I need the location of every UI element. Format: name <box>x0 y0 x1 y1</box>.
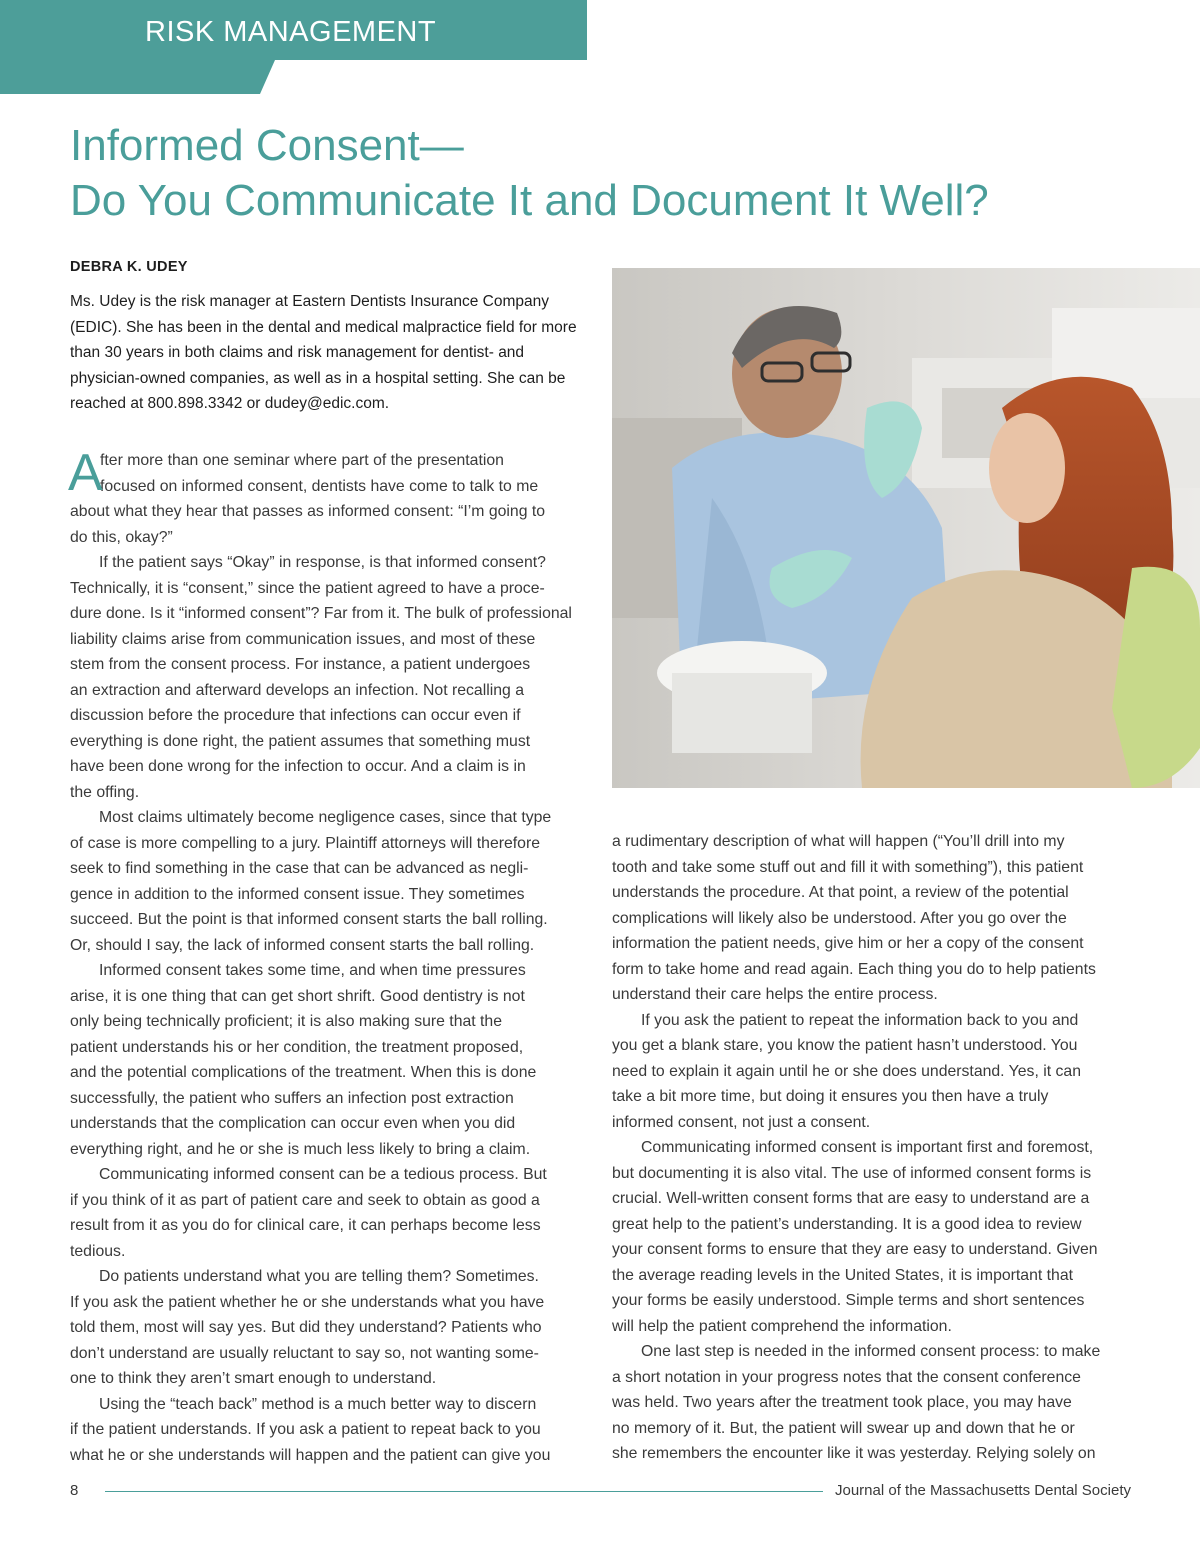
article-photo <box>612 268 1200 788</box>
text-line: If you ask the patient to repeat the information back to you and <box>641 1011 1079 1029</box>
text-line: result from it as you do for clinical care, it can perhaps become less <box>70 1217 541 1234</box>
text-line: will help the patient comprehend the information. <box>612 1317 952 1335</box>
paragraph <box>70 1264 590 1392</box>
text-line: no memory of it. But, the patient will swear up and down that he or <box>612 1419 1075 1437</box>
text-line: what he or she understands will happen and the patient can give you <box>70 1446 551 1464</box>
page-number: 8 <box>70 1482 79 1499</box>
text-line: tedious. <box>70 1242 126 1260</box>
text-line: If you ask the patient whether he or she understands what you have <box>70 1293 545 1311</box>
paragraph <box>68 444 590 550</box>
text-line: patient understands his or her condition, the treatment proposed, <box>70 1038 524 1056</box>
title-line-1: Informed Consent— <box>70 121 464 170</box>
paragraph <box>70 805 590 958</box>
text-line: tooth and take some stuff out and fill it with something”), this patient <box>612 858 1084 876</box>
dentist-patient-photo-icon <box>612 268 1200 788</box>
text-line: complications will likely also be understood. After you go over the <box>612 909 1067 927</box>
text-line: the average reading levels in the United States, it is important that <box>612 1266 1074 1284</box>
text-line: a rudimentary description of what will happen (“You’ll drill into my <box>612 833 1065 850</box>
text-line: she remembers the encounter like it was yesterday. Relying solely on <box>612 1445 1096 1462</box>
text-line: arise, it is one thing that can get short shrift. Good dentistry is not <box>70 987 525 1005</box>
paragraph <box>612 829 1132 1008</box>
text-line: told them, most will say yes. But did they understand? Patients who <box>70 1319 542 1336</box>
text-line: liability claims arise from communication issues, and most of these <box>70 630 536 648</box>
text-line: crucial. Well-written consent forms that are easy to understand are a <box>612 1190 1090 1207</box>
paragraph <box>70 1162 590 1264</box>
text-line: but documenting it is also vital. The use of informed consent forms is <box>612 1164 1092 1182</box>
text-line: everything is done right, the patient assumes that something must <box>70 732 531 750</box>
author-name: DEBRA K. UDEY <box>70 259 188 275</box>
text-line: Or, should I say, the lack of informed consent starts the ball rolling. <box>70 936 535 954</box>
text-line: was held. Two years after the treatment took place, you may have <box>612 1394 1072 1411</box>
text-line: great help to the patient’s understanding. It is a good idea to review <box>612 1215 1082 1233</box>
text-line: your consent forms to ensure that they are easy to understand. Given <box>612 1241 1098 1258</box>
text-line: do this, okay?” <box>70 528 173 546</box>
text-line: of case is more compelling to a jury. Plaintiff attorneys will therefore <box>70 834 541 852</box>
text-line: informed consent, not just a consent. <box>612 1113 871 1131</box>
section-banner <box>0 0 587 94</box>
body-column-left <box>68 444 590 1468</box>
article-title <box>70 118 1150 228</box>
text-line: about what they hear that passes as informed consent: “I’m going to <box>70 503 546 520</box>
text-line: successfully, the patient who suffers an infection post extraction <box>70 1089 514 1107</box>
text-line: understand their care helps the entire process. <box>612 986 938 1003</box>
paragraph <box>612 1339 1132 1467</box>
text-line: if the patient understands. If you ask a patient to repeat back to you <box>70 1421 541 1438</box>
text-line: focused on informed consent, dentists have come to talk to me <box>100 477 539 495</box>
text-line: you get a blank stare, you know the patient hasn’t understood. You <box>612 1037 1078 1054</box>
text-line: fter more than one seminar where part of the presentation <box>100 452 504 469</box>
text-line: only being technically proficient; it is also making sure that the <box>70 1013 503 1030</box>
text-line: seek to find something in the case that can be advanced as negli- <box>70 860 529 877</box>
paragraph <box>70 1392 590 1469</box>
text-line: if you think of it as part of patient care and seek to obtain as good a <box>70 1191 540 1209</box>
text-line: information the patient needs, give him or her a copy of the consent <box>612 935 1084 952</box>
drop-cap: A <box>68 444 103 502</box>
text-line: need to explain it again until he or she does understand. Yes, it can <box>612 1062 1081 1080</box>
paragraph <box>70 550 590 805</box>
text-line: your forms be easily understood. Simple terms and short sentences <box>612 1292 1085 1309</box>
paragraph <box>70 958 590 1162</box>
text-line: and the potential complications of the treatment. When this is done <box>70 1064 537 1081</box>
body-column-right <box>612 829 1132 1467</box>
text-line: Informed consent takes some time, and when time pressures <box>99 962 526 979</box>
text-line: the offing. <box>70 783 140 801</box>
text-line: form to take home and read again. Each thing you do to help patients <box>612 960 1096 978</box>
text-line: Communicating informed consent is important first and foremost, <box>641 1139 1094 1156</box>
text-line: don’t understand are usually reluctant to say so, not wanting some- <box>70 1344 539 1362</box>
text-line: dure done. Is it “informed consent”? Far from it. The bulk of professional <box>70 605 572 622</box>
text-line: have been done wrong for the infection to occur. And a claim is in <box>70 758 526 775</box>
journal-name: Journal of the Massachusetts Dental Society <box>835 1482 1131 1499</box>
text-line: stem from the consent process. For instance, a patient undergoes <box>70 656 531 673</box>
paragraph <box>612 1135 1132 1339</box>
author-bio: Ms. Udey is the risk manager at Eastern Dentists Insurance Company (EDIC). She has been in the dental and medical malpractice field for more than 30 years in both claims and risk management for dentist- and physician-owned companies, as well as in a hospital setting. She can be reached at 800.898.3342 or dudey@edic.com. <box>70 293 577 412</box>
text-line: Do patients understand what you are telling them? Sometimes. <box>99 1268 539 1285</box>
text-line: an extraction and afterward develops an infection. Not recalling a <box>70 681 524 699</box>
text-line: Communicating informed consent can be a tedious process. But <box>99 1166 547 1183</box>
text-line: Most claims ultimately become negligence cases, since that type <box>99 809 552 826</box>
text-line: gence in addition to the informed consent issue. They sometimes <box>70 885 525 903</box>
text-line: one to think they aren’t smart enough to understand. <box>70 1370 437 1387</box>
section-label: RISK MANAGEMENT <box>145 16 437 48</box>
text-line: Technically, it is “consent,” since the patient agreed to have a proce- <box>70 579 545 597</box>
text-line: understands that the complication can occur even when you did <box>70 1115 516 1132</box>
text-line: everything right, and he or she is much less likely to bring a claim. <box>70 1140 531 1158</box>
footer-divider <box>105 1491 823 1492</box>
text-line: One last step is needed in the informed consent process: to make <box>641 1343 1101 1360</box>
text-line: If the patient says “Okay” in response, is that informed consent? <box>99 554 546 571</box>
text-line: a short notation in your progress notes that the consent conference <box>612 1368 1081 1386</box>
text-line: discussion before the procedure that infections can occur even if <box>70 707 521 724</box>
text-line: understands the procedure. At that point, a review of the potential <box>612 884 1069 901</box>
text-line: succeed. But the point is that informed consent starts the ball rolling. <box>70 911 548 928</box>
paragraph <box>612 1008 1132 1136</box>
text-line: Using the “teach back” method is a much better way to discern <box>99 1395 537 1413</box>
title-line-2: Do You Communicate It and Document It Well? <box>70 176 989 225</box>
text-line: take a bit more time, but doing it ensures you then have a truly <box>612 1088 1049 1105</box>
